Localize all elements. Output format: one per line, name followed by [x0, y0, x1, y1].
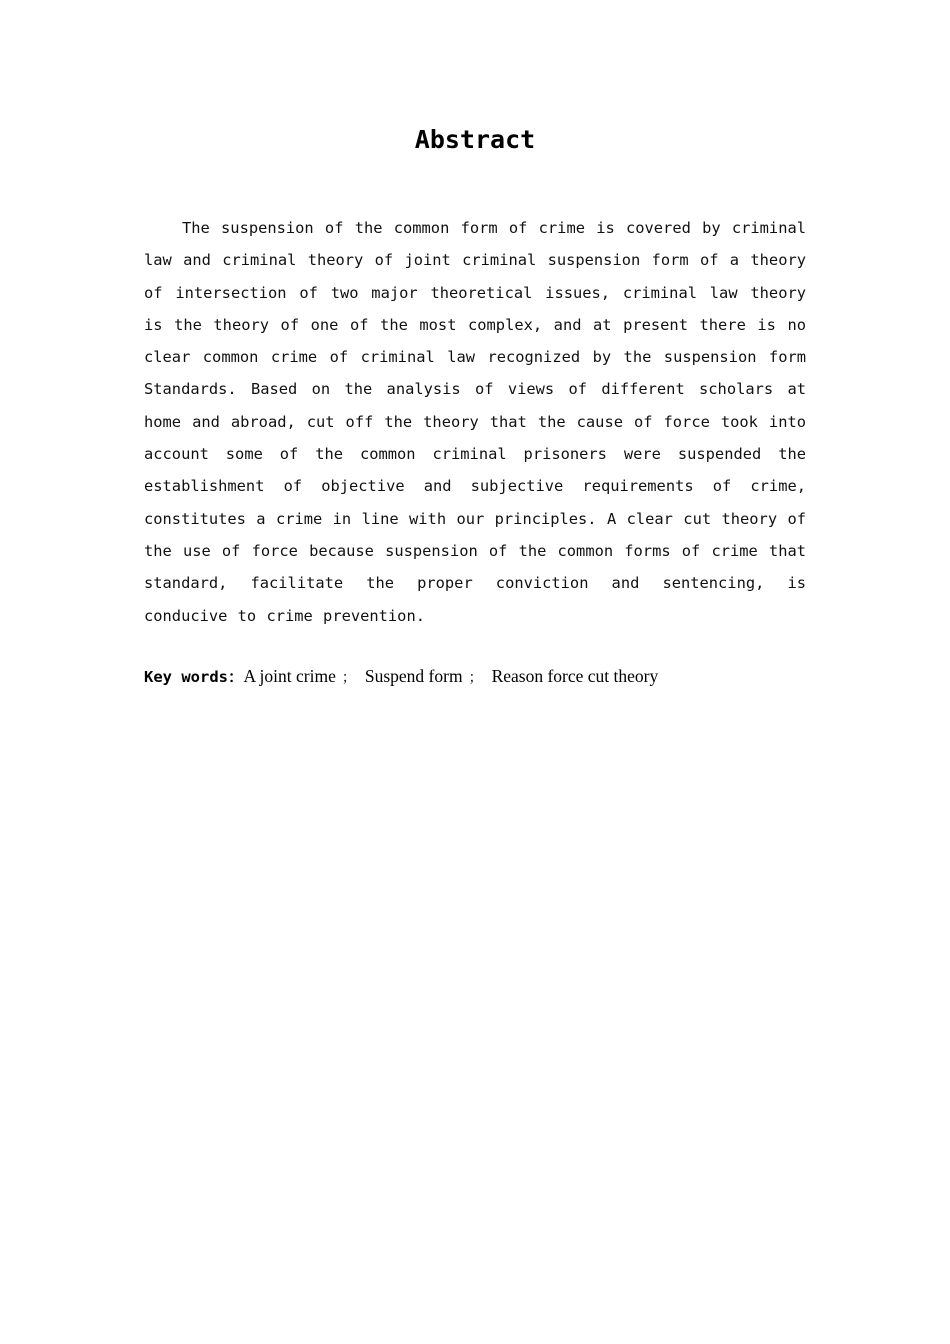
keyword-item: A joint crime — [243, 666, 336, 686]
keyword-separator: ； — [468, 670, 483, 686]
abstract-body: The suspension of the common form of crime is covered by criminal law and criminal theory of joint criminal suspension form of a theory of intersection of two major theoretical issues, criminal law theory is the theory of one of the most complex, and at present there is no clear common crime of criminal law recognized by the suspension form Standards. Based on the analysis of views of different scholars at home and abroad, cut off the theory that the cause of force took into account some of the common criminal prisoners were suspended the establishment of objective and subjective requirements of crime, constitutes a crime in line with our principles. A clear cut theory of the use of force because suspension of the common forms of crime that standard, facilitate the proper conviction and sentencing, is conducive to crime prevention. — [144, 219, 806, 625]
keyword-item: Reason force cut theory — [491, 666, 659, 686]
abstract-title: Abstract — [414, 125, 536, 154]
keywords-line — [144, 662, 806, 692]
keyword-item: Suspend form — [364, 666, 463, 686]
keywords-label: Key words： — [144, 668, 244, 686]
keyword-separator: ； — [341, 670, 356, 686]
